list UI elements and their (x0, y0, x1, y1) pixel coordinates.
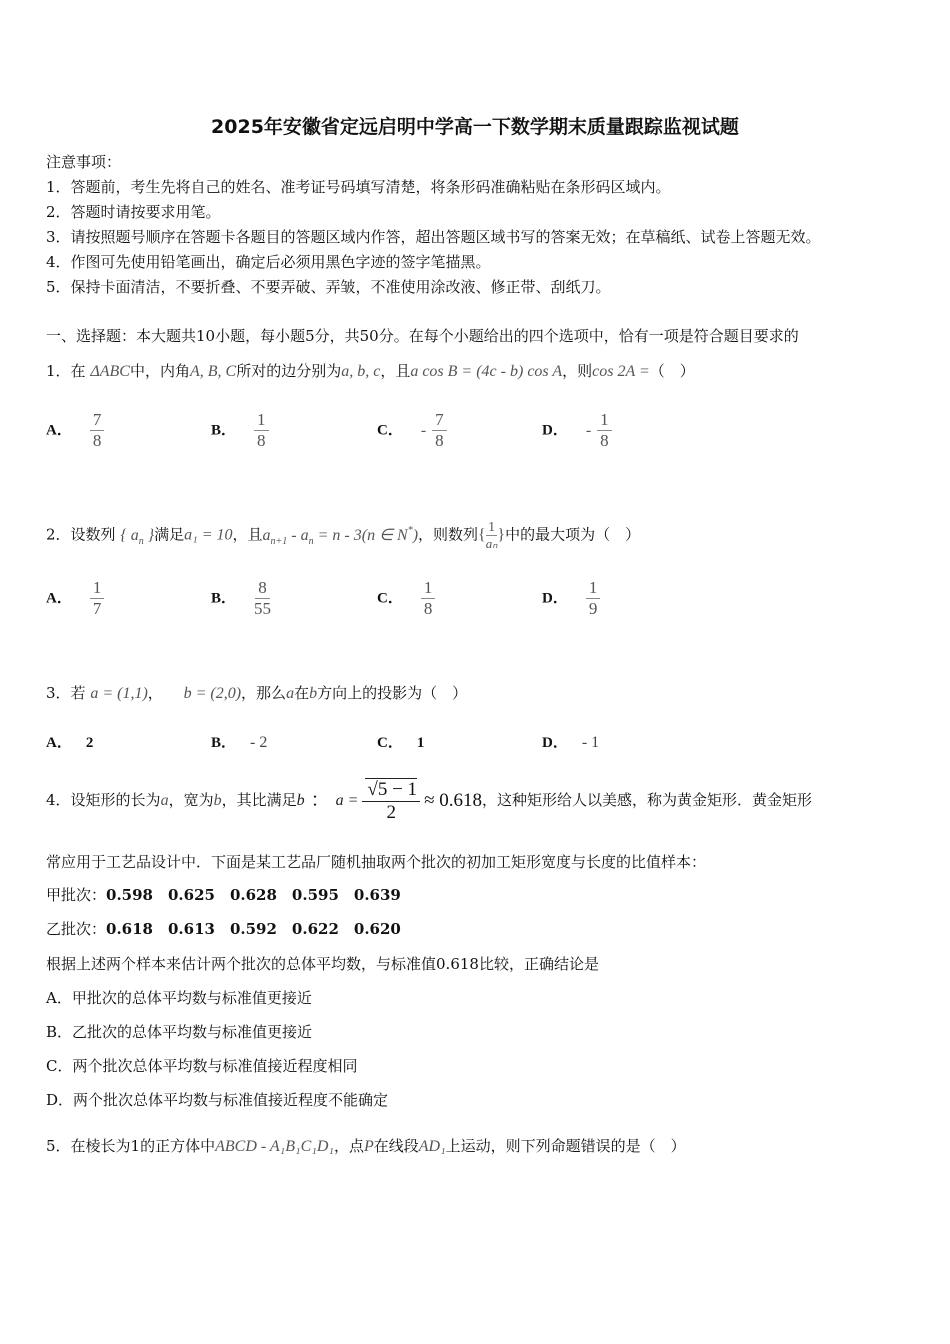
fraction: $\frac{7}{8}$ (90, 410, 105, 451)
math: a cos B = (4c - b) cos A (410, 363, 563, 380)
question-number: 1． (46, 362, 71, 380)
math: cos 2A = (592, 363, 650, 380)
math: a = (1,1) (90, 685, 148, 702)
option-d[interactable]: D． - 1 (542, 734, 600, 751)
question-5: 5．在棱长为1的正方体中ABCD - A₁B₁C₁D₁，点P在线段AD₁上运动，则下列命题错误的是（ ） (46, 1137, 686, 1155)
notice-item: 4．作图可先使用铅笔画出，确定后必须用黑色字迹的签字笔描黑。 (46, 253, 491, 271)
option-c[interactable]: C． 1 (377, 735, 425, 751)
math: a (160, 792, 169, 809)
option-b[interactable]: B． $\frac{8}{55}$ (211, 578, 272, 618)
fraction: $\frac{1}{7}$ (90, 578, 105, 619)
option-c[interactable]: C．两个批次总体平均数与标准值接近程度相同 (46, 1057, 358, 1075)
question-2: 2．设数列 { $a_n$ }满足a₁ = 10，且$a_{n+1} - a_n = n - 3(n$ ∈ N*)，则数列{ $\frac{1}{\text{aₙ}}$ }中的最大项为（ ） (46, 520, 641, 551)
fraction: $\frac{7}{8}$ (432, 410, 447, 451)
notice-item: 2．答题时请按要求用笔。 (46, 203, 221, 221)
notice-heading: 注意事项： (46, 153, 122, 171)
option-a[interactable]: A． $\frac{1}{7}$ (46, 578, 104, 619)
notice-item: 3．请按照题号顺序在答题卡各题目的答题区域内作答，超出答题区域书写的答案无效；在草稿纸、试卷上答题无效。 (46, 228, 821, 246)
option-b[interactable]: B．乙批次的总体平均数与标准值更接近 (46, 1023, 313, 1041)
batch-a: 甲批次：0.598 0.625 0.628 0.595 0.639 (46, 886, 401, 904)
math: b (213, 792, 222, 809)
question-number: 2． (46, 525, 71, 544)
math: ΔABC (90, 363, 130, 380)
batch-b: 乙批次：0.618 0.613 0.592 0.622 0.620 (46, 920, 401, 938)
fraction: $\frac{1}{9}$ (586, 578, 601, 619)
option-b[interactable]: B． - 2 (211, 734, 268, 751)
question-4-prompt: 根据上述两个样本来估计两个批次的总体平均数，与标准值0.618比较，正确结论是 (46, 955, 599, 973)
fraction: $\frac{1}{\text{aₙ}}$ (485, 520, 498, 551)
math: a (286, 685, 295, 702)
question-number: 4． (46, 791, 71, 809)
math: b = (2,0) (183, 685, 242, 702)
option-d[interactable]: D． - $\frac{1}{8}$ (542, 410, 612, 451)
option-c[interactable]: C． $\frac{1}{8}$ (377, 578, 435, 619)
math: P (363, 1138, 374, 1155)
question-3: 3．若 a = (1,1)， b = (2,0)，那么a在b方向上的投影为（ ） (46, 684, 468, 702)
option-a[interactable]: A． 2 (46, 735, 94, 751)
option-d[interactable]: D．两个批次总体平均数与标准值接近程度不能确定 (46, 1091, 389, 1109)
section-heading: 一、选择题：本大题共10小题，每小题5分，共50分。在每个小题给出的四个选项中，恰有一项是符合题目要求的 (46, 327, 799, 345)
golden-ratio-formula: b ： a = $\frac{√5 - 1}{2}$ ≈ 0.618 (296, 778, 482, 823)
math: a, b, c (341, 363, 381, 380)
question-number: 3． (46, 684, 71, 702)
option-b[interactable]: B． $\frac{1}{8}$ (211, 410, 269, 451)
option-c[interactable]: C． - $\frac{7}{8}$ (377, 410, 447, 451)
math: { $a_n$ } (120, 526, 155, 547)
math: AD₁ (418, 1138, 446, 1155)
fraction: $\frac{8}{55}$ (254, 578, 272, 618)
option-a[interactable]: A． $\frac{7}{8}$ (46, 410, 104, 451)
question-4: 4．设矩形的长为a，宽为b，其比满足 b ： a = $\frac{√5 - 1}{2}$ ≈ 0.618 ，这种矩形给人以美感，称为黄金矩形．黄金矩形 (46, 778, 813, 823)
math: ABCD - A₁B₁C₁D₁ (215, 1138, 334, 1155)
notice-item: 5．保持卡面清洁，不要折叠、不要弄破、弄皱，不准使用涂改液、修正带、刮纸刀。 (46, 278, 611, 296)
fraction: $\frac{1}{8}$ (597, 410, 612, 451)
math: A, B, C (189, 363, 237, 380)
question-4-line2: 常应用于工艺品设计中．下面是某工艺品厂随机抽取两个批次的初加工矩形宽度与长度的比值样本： (46, 853, 707, 871)
option-d[interactable]: D． $\frac{1}{9}$ (542, 578, 600, 619)
fraction: $\frac{1}{8}$ (421, 578, 436, 619)
option-a[interactable]: A．甲批次的总体平均数与标准值更接近 (46, 989, 312, 1007)
question-number: 5． (46, 1137, 71, 1155)
math: b (309, 685, 318, 702)
question-1: 1．在 ΔABC中，内角A, B, C所对的边分别为a, b, c，且a cos B = (4c - b) cos A，则cos 2A =（ ） (46, 362, 695, 380)
page-title: 2025年安徽省定远启明中学高一下数学期末质量跟踪监视试题 (211, 116, 739, 138)
notice-item: 1．答题前，考生先将自己的姓名、准考证号码填写清楚，将条形码准确粘贴在条形码区域内。 (46, 178, 671, 196)
math: $a_{n+1} - a_n = n - 3(n$ ∈ N*) (262, 524, 419, 547)
fraction: $\frac{1}{8}$ (254, 410, 269, 451)
math: a₁ = 10 (184, 526, 233, 544)
